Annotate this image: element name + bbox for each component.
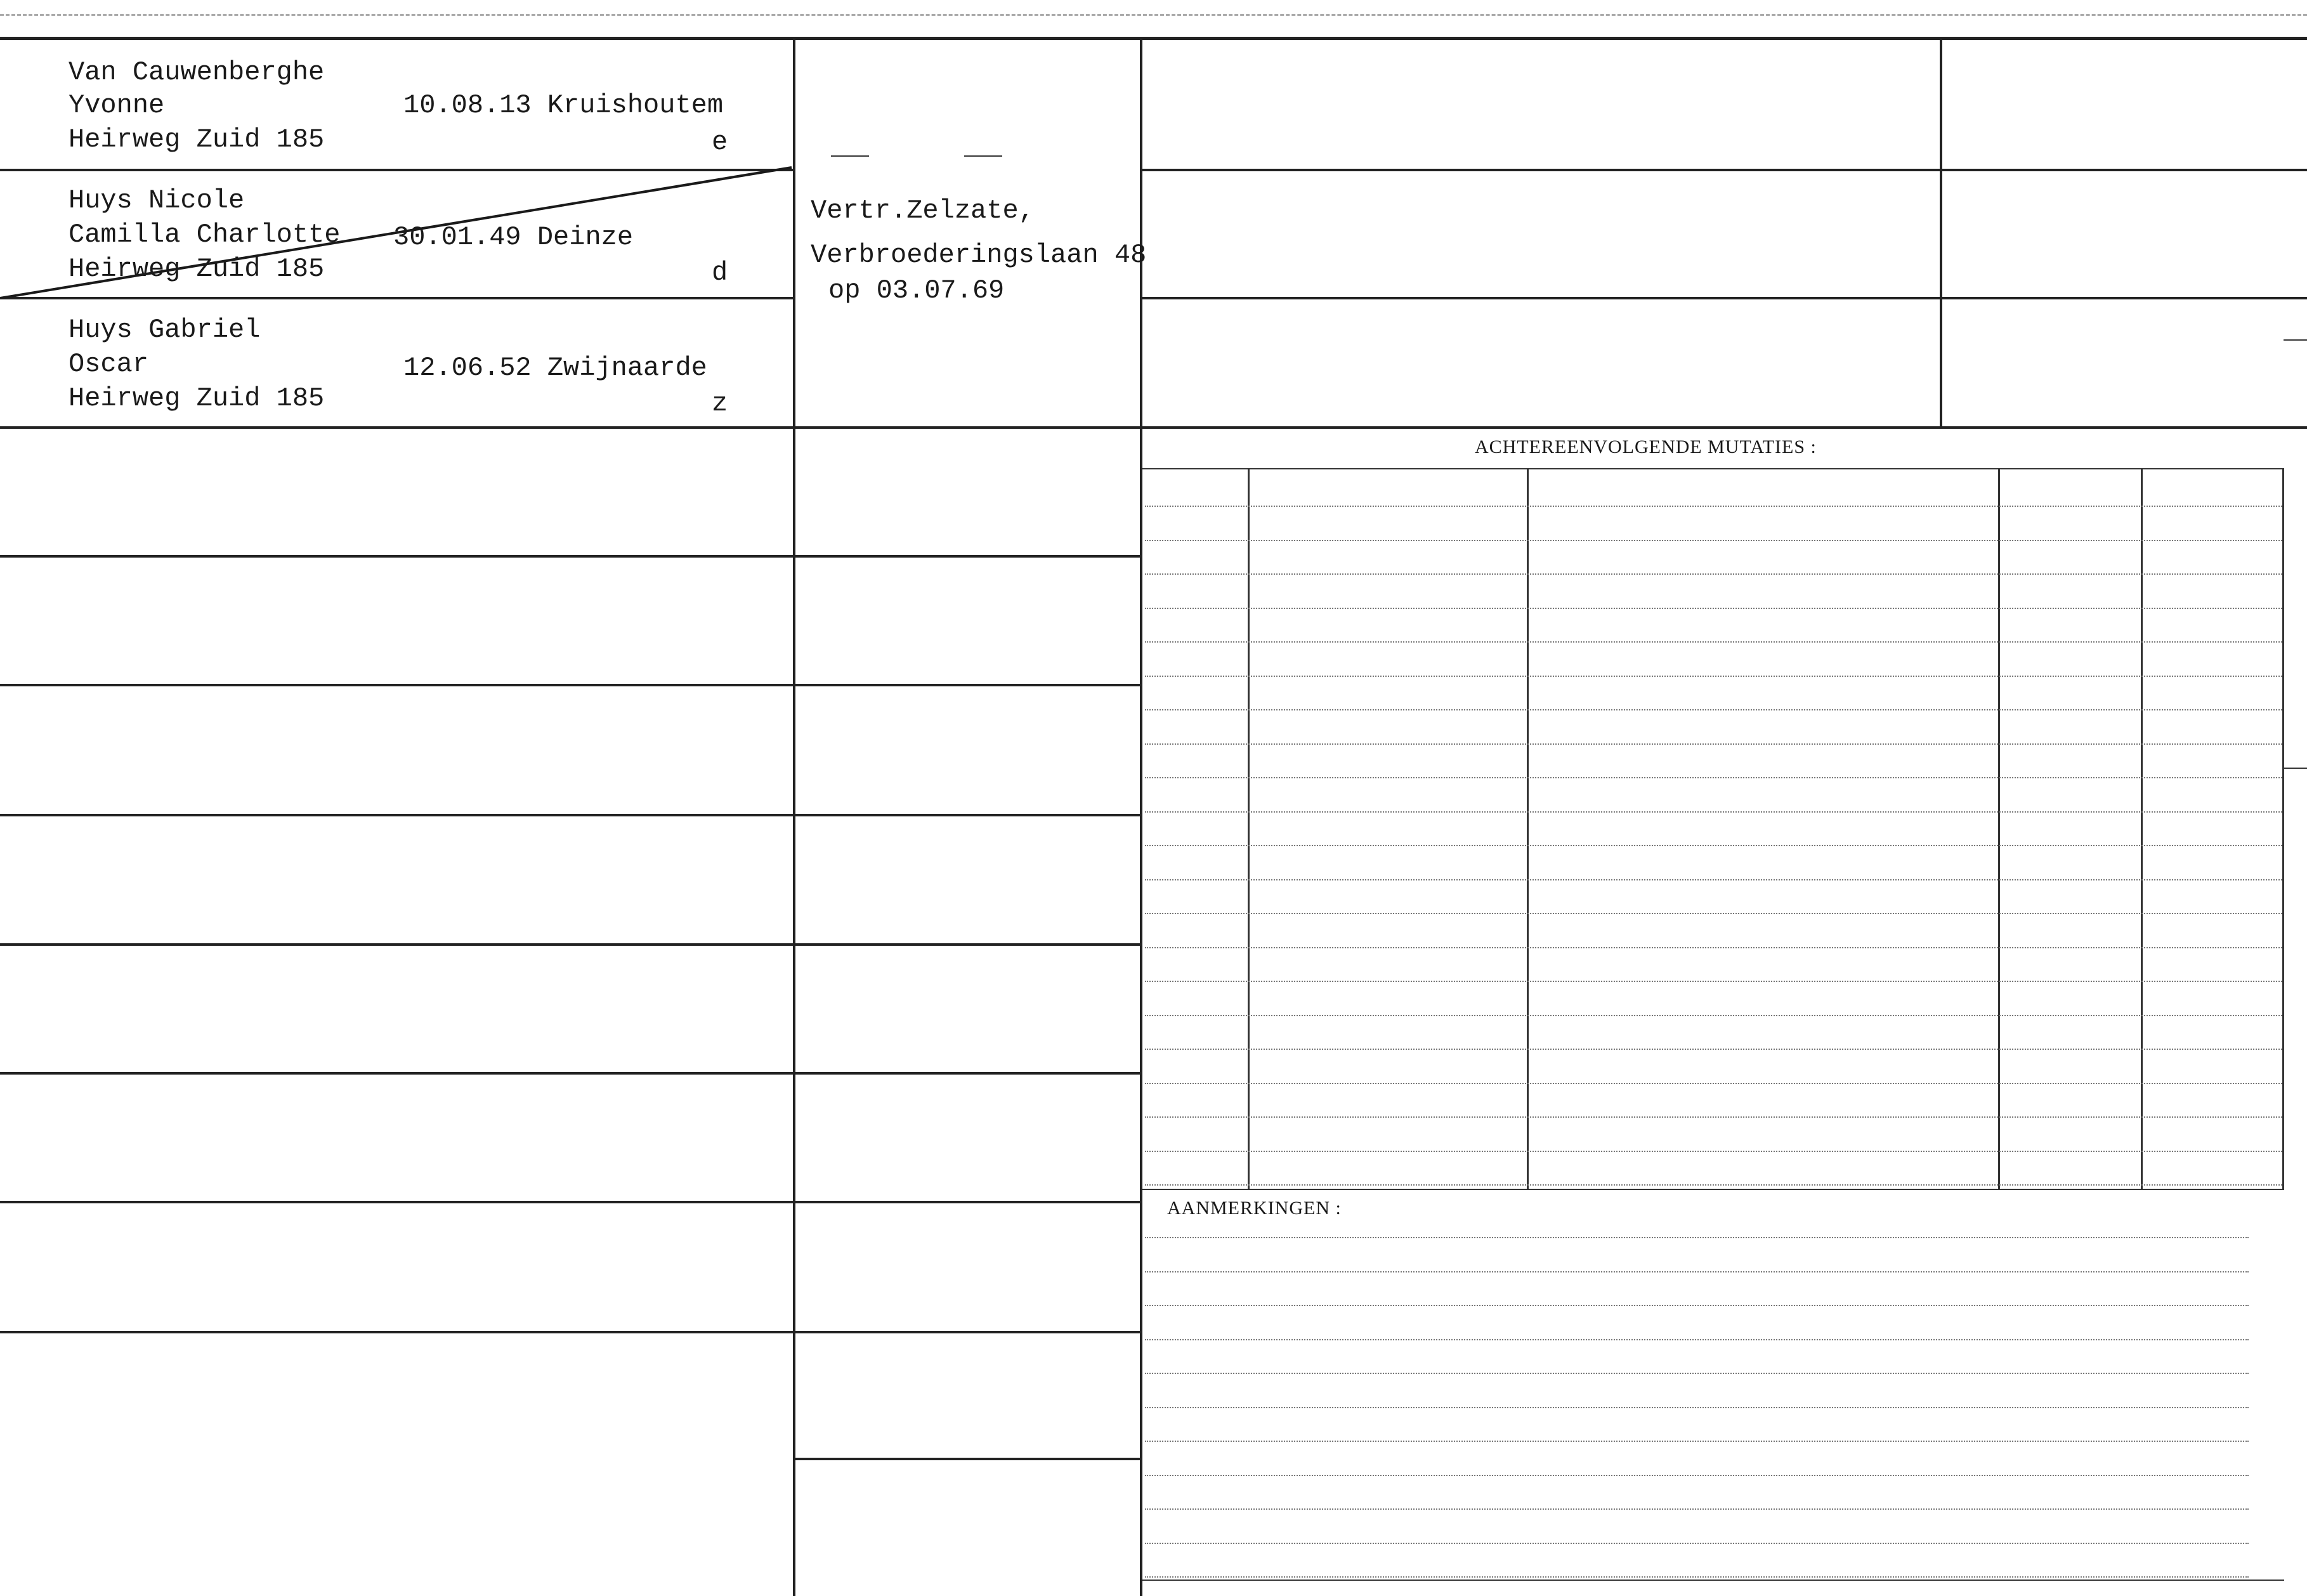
person-name: Huys Nicole (69, 185, 245, 216)
person-code: e (712, 127, 728, 157)
person-code: z (712, 388, 728, 419)
remarks-title: AANMERKINGEN : (1167, 1198, 1342, 1219)
person-code: d (712, 258, 728, 288)
person-address: Heirweg Zuid 185 (69, 124, 325, 155)
person-birth: 10.08.13 Kruishoutem (403, 90, 724, 121)
person-name: Van Cauwenberghe (69, 57, 325, 88)
mutations-title: ACHTEREENVOLGENDE MUTATIES : (1475, 436, 1817, 457)
person-birth: 30.01.49 Deinze (393, 222, 634, 252)
person-address: Heirweg Zuid 185 (69, 254, 325, 284)
person-firstname: Yvonne (69, 90, 165, 121)
person-address: Heirweg Zuid 185 (69, 383, 325, 414)
person-name: Huys Gabriel (69, 315, 261, 345)
person-firstname: Camilla Charlotte (69, 219, 341, 250)
person-firstname: Oscar (69, 349, 149, 379)
person-birth: 12.06.52 Zwijnaarde (403, 353, 707, 383)
departure-line2: Verbroederingslaan 48 (811, 240, 1147, 270)
departure-line3: op 03.07.69 (828, 275, 1005, 306)
departure-line1: Vertr.Zelzate, (811, 195, 1035, 226)
